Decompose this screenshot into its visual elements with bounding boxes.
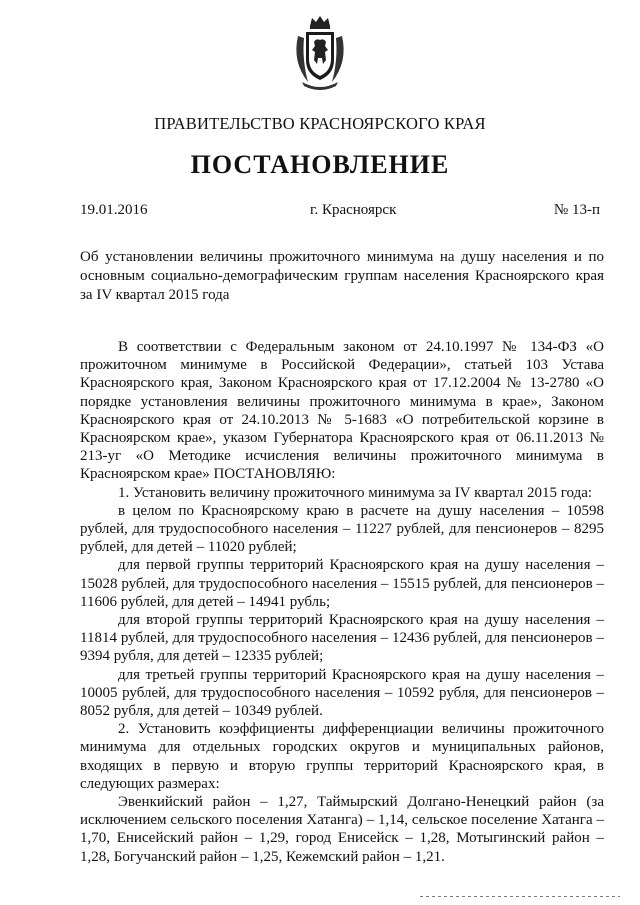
body-paragraph: 2. Установить коэффициенты дифференциации величины прожиточного минимума для отдельных городских округов и муниципальных районов, входящих в первую и вторую группы территорий Красноярского края, в следующих размерах: [80, 721, 604, 792]
document-body [80, 338, 604, 866]
coat-of-arms-emblem [288, 12, 352, 94]
document-date: 19.01.2016 [80, 202, 148, 218]
preamble-paragraph: В соответствии с Федеральным законом от 24.10.1997 № 134-ФЗ «О прожиточном минимуме в Российской Федерации», статьей 103 Устава Красноярского края, Законом Красноярского края от 17.12.2004 № 13-2780 «О порядке установления величины прожиточного минимума в крае», Законом Красноярского края от 24.10.2013 № 5-1683 «О потребительской корзине в Красноярском крае», указом Губернатора Красноярского края от 06.11.2013 № 213-уг «О Методике исчисления величины прожиточного минимума в Красноярском крае» ПОСТАНОВЛЯЮ: [80, 339, 604, 483]
body-paragraph: Эвенкийский район – 1,27, Таймырский Долгано-Ненецкий район (за исключением сельского поселения Хатанга) – 1,14, сельское поселение Хатанга – 1,70, Енисейский район – 1,29, город Енисейск – 1,28, Мотыгинский район – 1,28, Богучанский район – 1,25, Кежемский район – 1,21. [80, 794, 604, 865]
document-meta [80, 202, 600, 224]
body-paragraph: для второй группы территорий Красноярского края на душу населения – 11814 рублей, для трудоспособного населения – 12436 рублей, для пенсионеров – 9394 рубля, для детей – 12335 рублей; [80, 612, 604, 665]
document-subject: Об установлении величины прожиточного минимума на душу населения и по основным социально-демографическим группам населения Красноярского края за IV квартал 2015 года [80, 249, 604, 303]
body-paragraph: для третьей группы территорий Красноярского края на душу населения – 10005 рублей, для трудоспособного населения – 10592 рубля, для пенсионеров – 8052 рубля, для детей – 10349 рублей. [80, 666, 604, 720]
document-city: г. Красноярск [310, 202, 397, 218]
body-paragraph: 1. Установить величину прожиточного минимума за IV квартал 2015 года: [118, 484, 593, 501]
document-number: № 13-п [553, 202, 600, 218]
body-paragraph: в целом по Красноярскому краю в расчете на душу населения – 10598 рублей, для трудоспособного населения – 11227 рублей, для пенсионеров – 8295 рублей, для детей – 11020 рублей; [80, 502, 604, 556]
page-bottom-divider [420, 896, 620, 897]
body-paragraph: для первой группы территорий Красноярского края на душу населения – 15028 рублей, для трудоспособного населения – 15515 рублей, для пенсионеров – 11606 рублей, для детей – 14941 рубль; [80, 557, 604, 610]
government-name: ПРАВИТЕЛЬСТВО КРАСНОЯРСКОГО КРАЯ [154, 114, 486, 133]
document-title: ПОСТАНОВЛЕНИЕ [190, 150, 450, 179]
